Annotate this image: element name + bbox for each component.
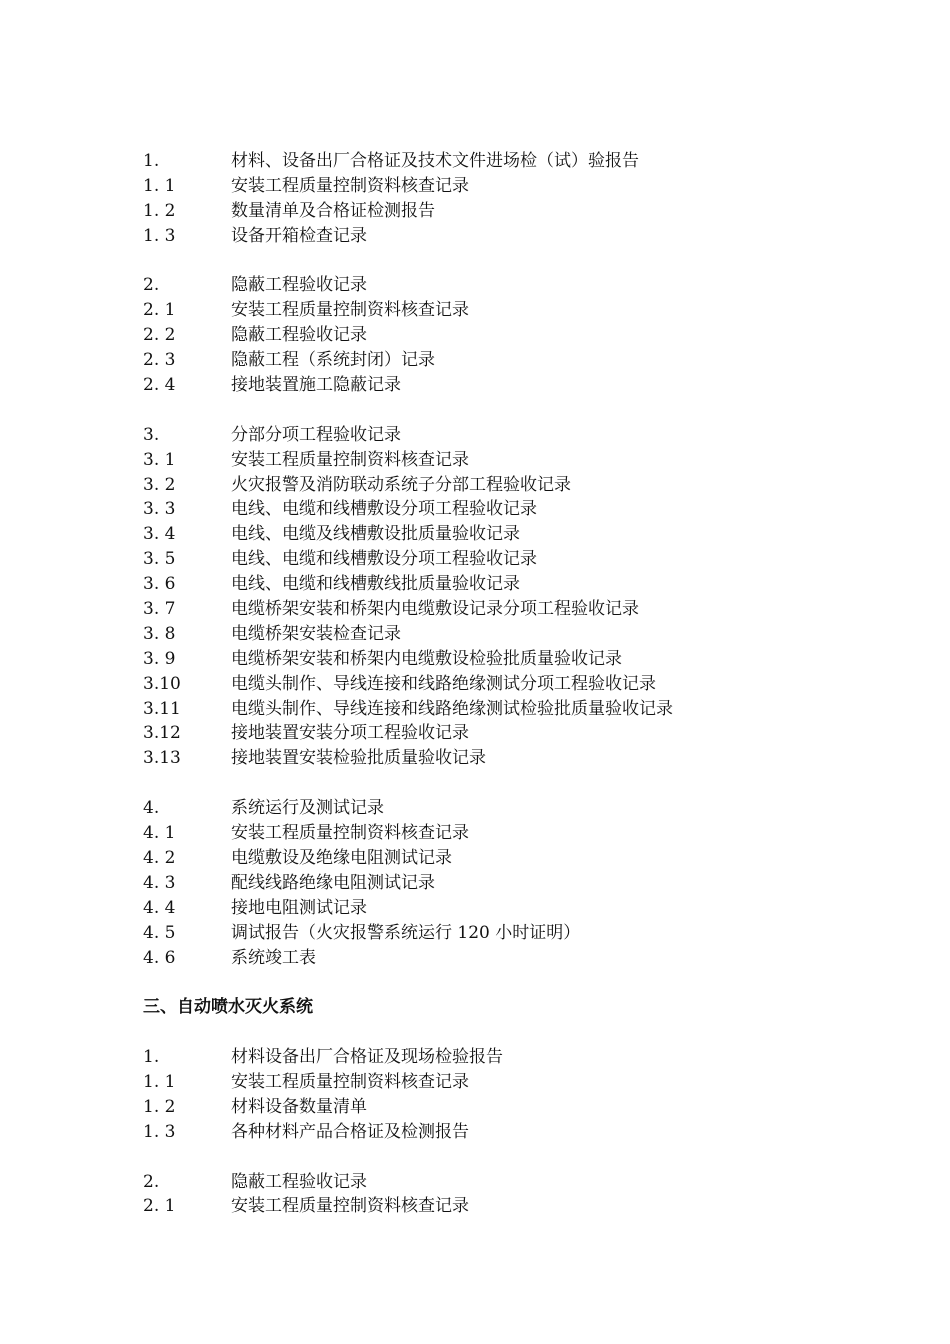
item-text: 电缆桥架安装和桥架内电缆敷设记录分项工程验收记录: [231, 599, 639, 620]
blank-line: [143, 1145, 903, 1170]
item-number: 1.: [143, 151, 160, 171]
item-number: 2. 3: [143, 350, 176, 371]
list-item: [143, 547, 903, 572]
list-item: [143, 572, 903, 597]
list-item: [143, 647, 903, 672]
item-number: 2. 4: [143, 375, 176, 396]
item-number: 4. 4: [143, 897, 176, 918]
item-text: 电缆桥架安装和桥架内电缆敷设检验批质量验收记录: [231, 648, 622, 669]
item-number: 3.11: [143, 698, 181, 719]
item-text: 数量清单及合格证检测报告: [231, 200, 435, 221]
list-item: [143, 746, 903, 771]
blank-line: [143, 771, 903, 796]
list-item: [143, 323, 903, 348]
item-number: 1. 1: [143, 1071, 176, 1092]
list-item: [143, 224, 903, 249]
item-number: 3. 3: [143, 499, 176, 520]
list-item: [143, 921, 903, 946]
list-item: [143, 846, 903, 871]
list-item: [143, 423, 903, 448]
item-number: 1. 3: [143, 225, 176, 246]
item-number: 3. 4: [143, 524, 176, 545]
item-text: 电线、电缆和线槽敷设分项工程验收记录: [231, 499, 537, 520]
list-item: [143, 174, 903, 199]
list-item: [143, 497, 903, 522]
item-text: 调试报告（火灾报警系统运行 120 小时证明）: [231, 922, 581, 943]
item-number: 4. 3: [143, 872, 176, 893]
item-text: 安装工程质量控制资料核查记录: [231, 449, 469, 470]
item-text: 电缆桥架安装检查记录: [231, 623, 401, 644]
blank-line: [143, 970, 903, 995]
item-number: 2.: [143, 275, 160, 296]
list-item: [143, 946, 903, 971]
list-item: [143, 672, 903, 697]
list-item: [143, 199, 903, 224]
item-number: 3. 6: [143, 574, 176, 595]
item-number: 3.13: [143, 748, 181, 769]
item-number: 4. 2: [143, 847, 176, 868]
item-number: 4.: [143, 798, 160, 819]
item-text: 设备开箱检查记录: [231, 225, 367, 246]
item-text: 分部分项工程验收记录: [231, 424, 401, 445]
item-text: 电缆敷设及绝缘电阻测试记录: [231, 847, 452, 868]
item-text: 电缆头制作、导线连接和线路绝缘测试分项工程验收记录: [231, 673, 656, 694]
list-item: [143, 473, 903, 498]
item-number: 1.: [143, 1047, 160, 1068]
item-text: 系统竣工表: [231, 947, 316, 968]
item-text: 材料设备数量清单: [231, 1096, 367, 1117]
list-item: [143, 522, 903, 547]
item-number: 4. 6: [143, 947, 176, 968]
list-item: [143, 622, 903, 647]
item-number: 3. 5: [143, 549, 176, 570]
item-number: 3. 9: [143, 648, 176, 669]
item-text: 接地装置安装分项工程验收记录: [231, 723, 469, 744]
list-item: [143, 597, 903, 622]
item-number: 1. 2: [143, 200, 176, 221]
list-item: [143, 373, 903, 398]
list-item: [143, 896, 903, 921]
item-text: 系统运行及测试记录: [231, 798, 384, 819]
list-item: [143, 871, 903, 896]
list-item: [143, 1194, 903, 1219]
item-text: 电线、电缆及线槽敷设批质量验收记录: [231, 524, 520, 545]
item-number: 3. 7: [143, 599, 176, 620]
item-text: 材料、设备出厂合格证及技术文件进场检（试）验报告: [231, 151, 639, 171]
list-item: [143, 448, 903, 473]
item-number: 1. 3: [143, 1121, 176, 1142]
list-item: [143, 1170, 903, 1195]
item-number: 3. 1: [143, 449, 176, 470]
item-text: 配线线路绝缘电阻测试记录: [231, 872, 435, 893]
item-number: 2.: [143, 1171, 160, 1192]
list-item: [143, 721, 903, 746]
item-text: 各种材料产品合格证及检测报告: [231, 1121, 469, 1142]
list-item: [143, 1045, 903, 1070]
list-item: [143, 273, 903, 298]
item-text: 安装工程质量控制资料核查记录: [231, 1071, 469, 1092]
list-item: [143, 1120, 903, 1145]
item-text: 电缆头制作、导线连接和线路绝缘测试检验批质量验收记录: [231, 698, 673, 719]
list-item: [143, 298, 903, 323]
item-text: 火灾报警及消防联动系统子分部工程验收记录: [231, 474, 571, 495]
list-item: [143, 1070, 903, 1095]
item-text: 接地装置安装检验批质量验收记录: [231, 748, 486, 769]
item-number: 4. 1: [143, 823, 176, 844]
item-text: 安装工程质量控制资料核查记录: [231, 300, 469, 321]
item-number: 3. 8: [143, 623, 176, 644]
item-text: 安装工程质量控制资料核查记录: [231, 175, 469, 196]
list-item: [143, 821, 903, 846]
item-number: 3.: [143, 424, 160, 445]
list-item: [143, 149, 903, 174]
list-item: [143, 697, 903, 722]
item-number: 2. 2: [143, 325, 176, 346]
item-text: 安装工程质量控制资料核查记录: [231, 1196, 469, 1217]
item-text: 隐蔽工程验收记录: [231, 1171, 367, 1192]
item-text: 隐蔽工程验收记录: [231, 325, 367, 346]
blank-line: [143, 1020, 903, 1045]
item-number: 2. 1: [143, 300, 176, 321]
item-number: 3. 2: [143, 474, 176, 495]
section-heading: 三、自动喷水灭火系统: [143, 997, 313, 1018]
blank-line: [143, 249, 903, 274]
document-content: [143, 149, 903, 1219]
item-text: 接地装置施工隐蔽记录: [231, 375, 401, 396]
item-number: 3.10: [143, 673, 181, 694]
item-number: 1. 2: [143, 1096, 176, 1117]
item-number: 3.12: [143, 723, 181, 744]
item-number: 2. 1: [143, 1196, 176, 1217]
list-item: [143, 348, 903, 373]
item-text: 接地电阻测试记录: [231, 897, 367, 918]
item-number: 4. 5: [143, 922, 176, 943]
list-item: [143, 1095, 903, 1120]
list-item: [143, 796, 903, 821]
item-text: 电线、电缆和线槽敷设分项工程验收记录: [231, 549, 537, 570]
item-text: 隐蔽工程验收记录: [231, 275, 367, 296]
item-text: 电线、电缆和线槽敷线批质量验收记录: [231, 574, 520, 595]
item-text: 材料设备出厂合格证及现场检验报告: [231, 1047, 503, 1068]
item-text: 安装工程质量控制资料核查记录: [231, 823, 469, 844]
blank-line: [143, 398, 903, 423]
item-text: 隐蔽工程（系统封闭）记录: [231, 350, 435, 371]
item-number: 1. 1: [143, 175, 176, 196]
